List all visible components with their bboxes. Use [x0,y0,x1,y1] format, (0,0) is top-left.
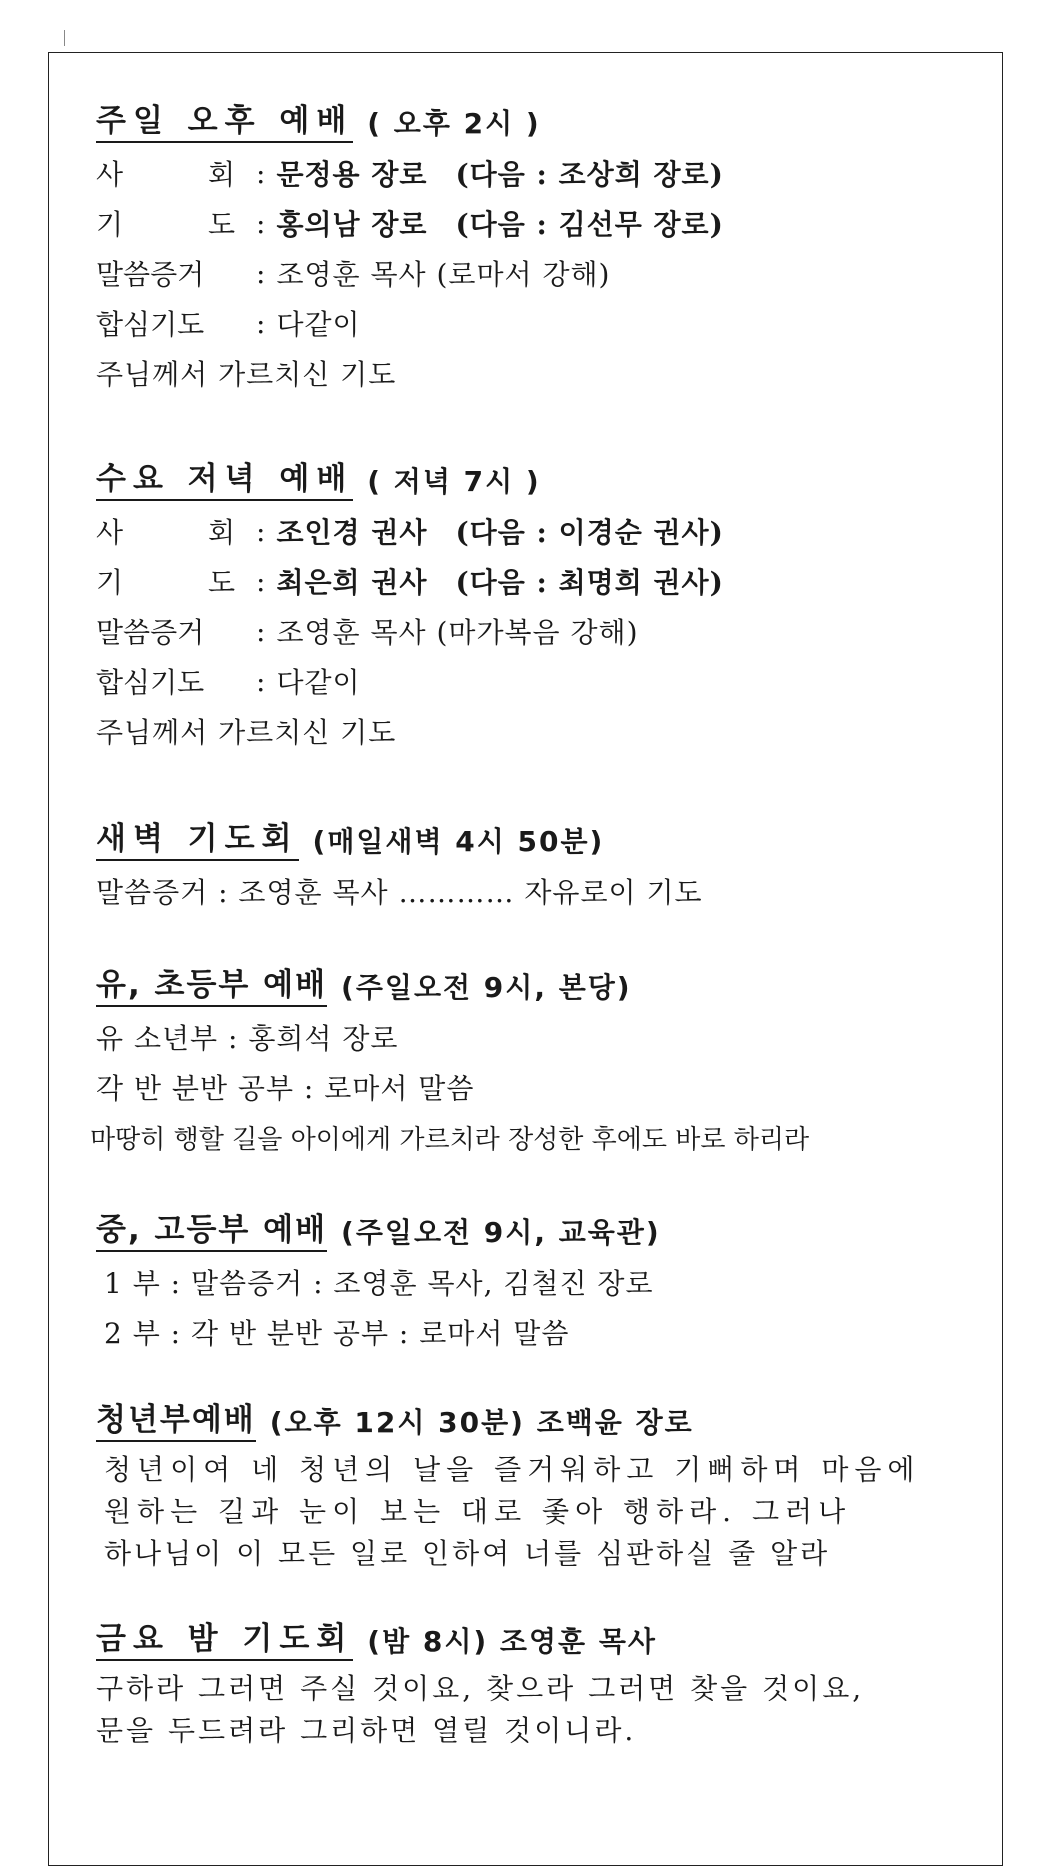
section-time: (오후 12시 30분) 조백윤 장로 [269,1406,694,1439]
section-title: 유, 초등부 예배 [96,966,327,1007]
section-secondary [96,1205,983,1357]
section-header [96,1205,983,1257]
list-item: 문을 두드려라 그리하면 열릴 것이니라. [96,1714,637,1747]
row-value: 홍의남 장로 [276,208,428,241]
section-young-adults [96,1395,983,1573]
section-wednesday-evening [96,454,983,756]
list-item: 기 도 : 최은희 권사 (다음 : 최명희 권사) [96,556,983,606]
section-title: 주일 오후 예배 [96,102,353,143]
list-item: 기 도 : 홍의남 장로 (다음 : 김선무 장로) [96,198,983,248]
section-time: (주일오전 9시, 교육관) [341,1216,661,1249]
row-label: 말씀증거 [96,616,205,649]
row-next: (다음 : 김선무 장로) [455,208,724,241]
row-label: 합심기도 [96,308,205,341]
list-item: 합심기도 : 다같이 [96,656,983,706]
row-label: 말씀증거 [96,258,205,291]
section-header [96,1614,983,1666]
section-time: (매일새벽 4시 50분) [312,825,605,858]
list-item: 사 회 : 문정용 장로 (다음 : 조상희 장로) [96,148,983,198]
row-value: 다같이 [276,308,361,341]
row-value: 다같이 [276,666,361,699]
section-header [96,454,983,506]
section-time: ( 저녁 7시 ) [367,465,541,498]
section-time: (밤 8시) 조영훈 목사 [367,1625,657,1658]
row-label: 사 회 [96,516,236,549]
list-item: 하나님이 이 모든 일로 인하여 너를 심판하실 줄 알라 [104,1537,831,1570]
list-item: 합심기도 : 다같이 [96,298,983,348]
section-title: 새벽 기도회 [96,820,299,861]
section-header [96,960,983,1012]
list-item: 1 부 : 말씀증거 : 조영훈 목사, 김철진 장로 [104,1267,654,1300]
row-label: 기 도 [96,208,236,241]
section-time: ( 오후 2시 ) [367,107,541,140]
row-value: 조영훈 목사 (마가복음 강해) [276,616,639,649]
list-item: 2 부 : 각 반 분반 공부 : 로마서 말씀 [104,1317,570,1350]
row-label: 기 도 [96,566,236,599]
section-time: (주일오전 9시, 본당) [341,971,632,1004]
row-value: 최은희 권사 [276,566,428,599]
list-item: 구하라 그러면 주실 것이요, 찾으라 그러면 찾을 것이요, [96,1672,865,1705]
row-next: (다음 : 이경순 권사) [455,516,724,549]
list-item: 마땅히 행할 길을 아이에게 가르치라 장성한 후에도 바로 하리라 [90,1124,810,1155]
row-value: 문정용 장로 [276,158,428,191]
section-footer: 주님께서 가르치신 기도 [96,358,397,391]
row-label: 사 회 [96,158,236,191]
section-elementary [90,960,983,1162]
section-header [96,814,983,866]
list-item: 말씀증거 : 조영훈 목사 (마가복음 강해) [96,606,983,656]
section-footer: 주님께서 가르치신 기도 [96,716,397,749]
list-item: 말씀증거 : 조영훈 목사 ………… 자유로이 기도 [96,876,703,909]
row-next: (다음 : 최명희 권사) [455,566,724,599]
list-item: 각 반 분반 공부 : 로마서 말씀 [96,1072,475,1105]
list-item: 청년이여 네 청년의 날을 즐거워하고 기뻐하며 마음에 [104,1453,921,1486]
section-sunday-afternoon [96,96,983,398]
row-next: (다음 : 조상희 장로) [455,158,724,191]
section-header [96,96,983,148]
scan-mark [64,30,65,46]
section-title: 중, 고등부 예배 [96,1211,327,1252]
list-item: 사 회 : 조인경 권사 (다음 : 이경순 권사) [96,506,983,556]
row-value: 조인경 권사 [276,516,428,549]
list-item: 말씀증거 : 조영훈 목사 (로마서 강해) [96,248,983,298]
list-item: 유 소년부 : 홍희석 장로 [96,1022,399,1055]
section-friday-prayer [96,1614,983,1750]
section-title: 수요 저녁 예배 [96,460,353,501]
row-value: 조영훈 목사 (로마서 강해) [276,258,611,291]
section-header [96,1395,983,1447]
section-dawn-prayer [96,814,983,916]
section-title: 청년부예배 [96,1401,256,1442]
list-item: 원하는 길과 눈이 보는 대로 좇아 행하라. 그러나 [104,1495,852,1528]
section-title: 금요 밤 기도회 [96,1620,353,1661]
bulletin-page [48,52,1003,1866]
row-label: 합심기도 [96,666,205,699]
